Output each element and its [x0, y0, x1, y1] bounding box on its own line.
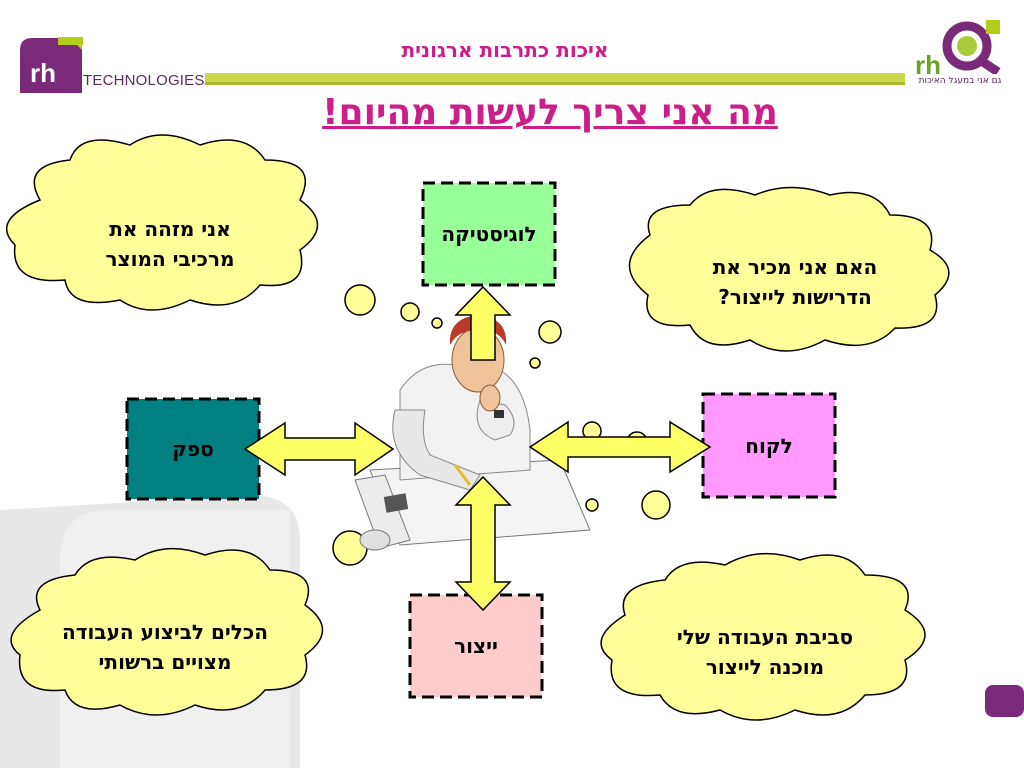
box-production-label: ייצור: [454, 634, 498, 658]
box-customer-label: לקוח: [745, 434, 793, 458]
arrow-production: [456, 477, 510, 610]
page-title: מה אני צריך לעשות מהיום!: [322, 92, 778, 133]
cloud-bottom-right-line2: מוכנה לייצור: [705, 655, 825, 679]
cloud-top-left-text: [55, 214, 285, 274]
cloud-top-left-line2: מרכיבי המוצר: [105, 247, 235, 271]
cloud-top-right-line1: האם אני מכיר את: [712, 255, 878, 279]
left-logo-mark: rh: [30, 58, 56, 88]
cloud-top-right-text: [665, 252, 925, 312]
right-logo-tagline: גם אני במעגל האיכות: [918, 76, 1002, 86]
box-supplier-label: ספק: [172, 437, 214, 461]
cloud-top-left-line1: אני מזהה את: [109, 217, 231, 241]
cloud-top-right-line2: הדרישות לייצור?: [718, 285, 872, 309]
cloud-bottom-left-line2: מצויים ברשותי: [98, 650, 232, 674]
cloud-bottom-right-line1: סביבת העבודה שלי: [676, 625, 854, 649]
cloud-bottom-right-text: [630, 622, 900, 682]
arrow-supplier: [245, 423, 393, 475]
header-subtitle: איכות כתרבות ארגונית: [401, 38, 609, 62]
cloud-bottom-left-text: [25, 617, 305, 677]
arrow-customer: [530, 422, 710, 472]
right-logo-mark: rh: [915, 50, 941, 80]
left-logo-wordmark: TECHNOLOGIES: [83, 72, 205, 89]
cloud-bottom-left-line1: הכלים לביצוע העבודה: [62, 620, 268, 644]
box-logistics-label: לוגיסטיקה: [441, 222, 537, 246]
